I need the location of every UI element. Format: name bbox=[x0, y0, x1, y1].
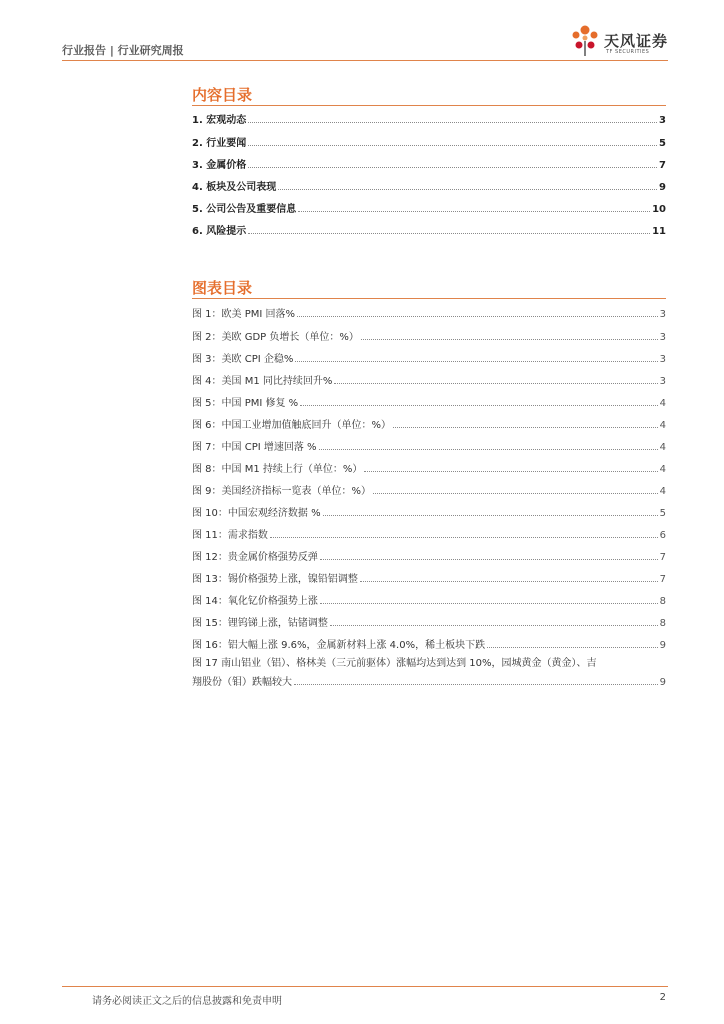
company-logo bbox=[570, 24, 680, 60]
figure-list-item[interactable] bbox=[192, 525, 666, 541]
figure-list-item[interactable] bbox=[192, 304, 666, 320]
figure-item-page: 8 bbox=[659, 618, 666, 629]
figure-list-item[interactable] bbox=[192, 656, 666, 688]
toc-item-page: 9 bbox=[659, 182, 666, 193]
figure-item-label-line1: 图 17 南山铝业（铝）、格林美（三元前驱体）涨幅均达到达到 10%，园城黄金（黄金）、吉 bbox=[192, 658, 597, 669]
figure-item-page: 3 bbox=[659, 332, 666, 343]
dot-leader bbox=[278, 189, 657, 190]
dot-leader bbox=[248, 145, 657, 146]
figure-item-page: 4 bbox=[659, 486, 666, 497]
figure-list-item[interactable] bbox=[192, 459, 666, 475]
dot-leader bbox=[360, 581, 658, 582]
figure-item-label: 图 14：氧化钇价格强势上涨 bbox=[192, 596, 318, 607]
figure-item-page: 8 bbox=[659, 596, 666, 607]
figure-item-page: 4 bbox=[659, 442, 666, 453]
figure-item-label: 图 11：需求指数 bbox=[192, 530, 268, 541]
figure-item-page: 9 bbox=[659, 640, 666, 651]
figure-item-label: 图 2：美欧 GDP 负增长（单位：%） bbox=[192, 332, 359, 343]
dot-leader bbox=[373, 493, 658, 494]
dot-leader bbox=[294, 684, 658, 685]
toc-item[interactable] bbox=[192, 155, 666, 171]
page-number: 2 bbox=[659, 992, 666, 1003]
dot-leader bbox=[298, 211, 650, 212]
disclaimer-text: 请务必阅读正文之后的信息披露和免责申明 bbox=[92, 996, 282, 1007]
figure-item-page: 3 bbox=[659, 376, 666, 387]
figures-title-underline bbox=[192, 298, 666, 299]
toc-item[interactable] bbox=[192, 177, 666, 193]
figure-list-item[interactable] bbox=[192, 437, 666, 453]
toc-item[interactable] bbox=[192, 199, 666, 215]
dot-leader bbox=[300, 405, 657, 406]
dot-leader bbox=[248, 167, 657, 168]
figure-item-label: 图 9：美国经济指标一览表（单位：%） bbox=[192, 486, 372, 497]
toc-item[interactable] bbox=[192, 110, 666, 126]
dot-leader bbox=[248, 233, 650, 234]
contents-title: 内容目录 bbox=[192, 86, 253, 104]
figure-item-label: 图 15：锂钨锑上涨，钴锗调整 bbox=[192, 618, 328, 629]
figure-item-label: 图 7：中国 CPI 增速回落 % bbox=[192, 442, 317, 453]
figure-list-item[interactable] bbox=[192, 349, 666, 365]
page-header bbox=[62, 32, 669, 62]
figure-list-item[interactable] bbox=[192, 393, 666, 409]
toc-item-page: 7 bbox=[659, 160, 666, 171]
figure-item-page: 4 bbox=[659, 420, 666, 431]
figures-title: 图表目录 bbox=[192, 279, 253, 297]
dot-leader bbox=[487, 647, 658, 648]
toc-item[interactable] bbox=[192, 133, 666, 149]
figure-item-page: 4 bbox=[659, 398, 666, 409]
toc-item-page: 5 bbox=[659, 138, 666, 149]
logo-chinese-name: 天风证券 bbox=[604, 32, 669, 50]
dot-leader bbox=[334, 383, 657, 384]
toc-item-label: 5. 公司公告及重要信息 bbox=[192, 204, 297, 215]
figure-item-page: 7 bbox=[659, 552, 666, 563]
dot-leader bbox=[319, 449, 658, 450]
dot-leader bbox=[320, 603, 658, 604]
figure-item-label-line2: 翔股份（钼）跌幅较大 bbox=[192, 677, 292, 688]
figure-item-page: 3 bbox=[659, 309, 666, 320]
figure-item-page: 6 bbox=[659, 530, 666, 541]
contents-title-underline bbox=[192, 105, 666, 106]
figure-item-label: 图 3：美欧 CPI 企稳% bbox=[192, 354, 294, 365]
figure-item-label: 图 16：铝大幅上涨 9.6%，金属新材料上涨 4.0%，稀土板块下跌 bbox=[192, 640, 486, 651]
dot-leader bbox=[330, 625, 658, 626]
figure-item-label: 图 1：欧美 PMI 回落% bbox=[192, 309, 296, 320]
dot-leader bbox=[320, 559, 658, 560]
figure-list-item[interactable] bbox=[192, 371, 666, 387]
logo-english-name: TF SECURITIES bbox=[606, 49, 650, 55]
figure-item-page: 5 bbox=[659, 508, 666, 519]
report-type-label: 行业报告 | 行业研究周报 bbox=[62, 44, 184, 57]
figure-item-page: 9 bbox=[659, 677, 666, 688]
figure-item-label: 图 12：贵金属价格强势反弹 bbox=[192, 552, 318, 563]
dot-leader bbox=[248, 122, 657, 123]
toc-item[interactable] bbox=[192, 221, 666, 237]
header-divider bbox=[62, 60, 668, 61]
figure-list-item[interactable] bbox=[192, 547, 666, 563]
dot-leader bbox=[361, 339, 658, 340]
figure-list-item[interactable] bbox=[192, 635, 666, 651]
dot-leader bbox=[297, 316, 658, 317]
figure-item-label: 图 4：美国 M1 同比持续回升% bbox=[192, 376, 333, 387]
figure-list-item[interactable] bbox=[192, 327, 666, 343]
figure-item-label: 图 13：锡价格强势上涨，镍铅铝调整 bbox=[192, 574, 358, 585]
figure-list-item[interactable] bbox=[192, 591, 666, 607]
toc-item-page: 11 bbox=[652, 226, 666, 237]
figure-item-label: 图 8：中国 M1 持续上行（单位：%） bbox=[192, 464, 363, 475]
figure-list-item[interactable] bbox=[192, 569, 666, 585]
figure-list-item[interactable] bbox=[192, 613, 666, 629]
flower-logo-icon bbox=[570, 24, 600, 58]
figure-list-item[interactable] bbox=[192, 481, 666, 497]
footer-divider bbox=[62, 986, 668, 987]
dot-leader bbox=[295, 361, 657, 362]
figure-item-page: 7 bbox=[659, 574, 666, 585]
toc-item-page: 3 bbox=[659, 115, 666, 126]
dot-leader bbox=[270, 537, 658, 538]
figure-list-item[interactable] bbox=[192, 503, 666, 519]
dot-leader bbox=[364, 471, 657, 472]
figure-item-page: 4 bbox=[659, 464, 666, 475]
figure-item-label: 图 5：中国 PMI 修复 % bbox=[192, 398, 299, 409]
figure-item-label: 图 6：中国工业增加值触底回升（单位：%） bbox=[192, 420, 392, 431]
toc-item-label: 1. 宏观动态 bbox=[192, 115, 247, 126]
figure-item-page: 3 bbox=[659, 354, 666, 365]
toc-item-label: 3. 金属价格 bbox=[192, 160, 247, 171]
dot-leader bbox=[323, 515, 658, 516]
figure-list-item[interactable] bbox=[192, 415, 666, 431]
toc-item-label: 6. 风险提示 bbox=[192, 226, 247, 237]
figure-item-label: 图 10：中国宏观经济数据 % bbox=[192, 508, 321, 519]
toc-item-page: 10 bbox=[652, 204, 666, 215]
dot-leader bbox=[393, 427, 658, 428]
toc-item-label: 4. 板块及公司表现 bbox=[192, 182, 277, 193]
toc-item-label: 2. 行业要闻 bbox=[192, 138, 247, 149]
